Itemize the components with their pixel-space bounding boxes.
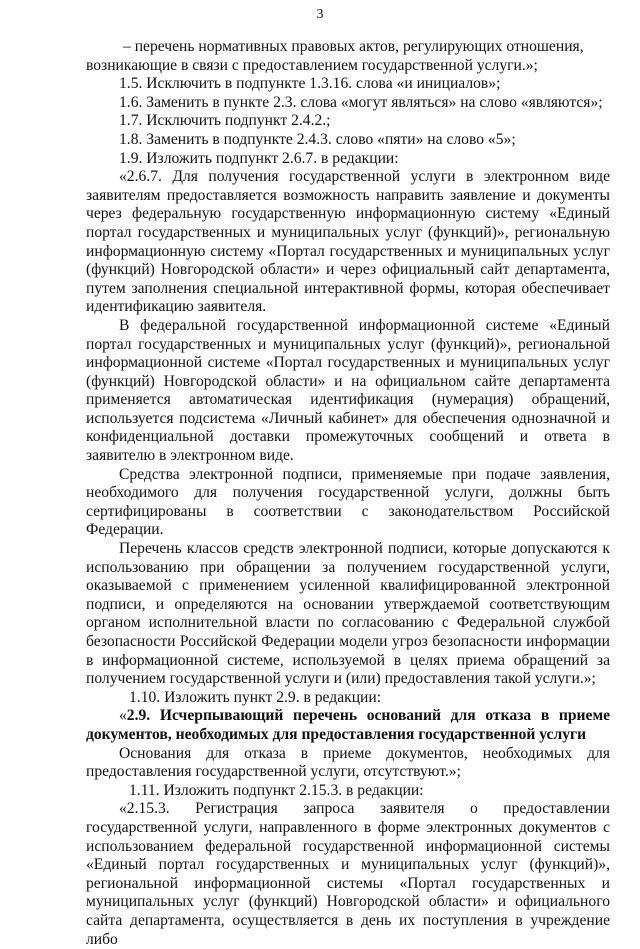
amendment-1-11: 1.11. Изложить подпункт 2.15.3. в редакции:	[129, 781, 424, 799]
paragraph-2-15-3: «2.15.3. Регистрация запроса заявителя о предоставлении государственной услуги, направленного в форме электронных документов с использованием федеральной государственной информационной системы «Единый портал государственных и муниципальных услуг (функций)», региональной информационной системы «Портал государственных и муниципальных услуг (функций) Новгородской области» и официального сайта департамента, осуществляется в день их поступления в учреждение либо	[86, 800, 610, 948]
paragraph-2-6-7: «2.6.7. Для получения государственной услуги в электронном виде заявителям предоставляется возможность направить заявление и документы через федеральную государственную информационную систему «Единый портал государственных и муниципальных услуг (функций)», региональную информационную систему «Портал государственных и муниципальных услуг (функций) Новгородской области» и через официальный сайт департамента, путем заполнения специальной интерактивной формы, которая обеспечивает идентификацию заявителя.	[86, 168, 610, 316]
amendment-1-6: 1.6. Заменить в пункте 2.3. слова «могут являться» на слово «являются»;	[119, 93, 603, 111]
list-item-dash: – перечень нормативных правовых актов, регулирующих отношения,	[123, 38, 584, 55]
amendment-1-10: 1.10. Изложить пункт 2.9. в редакции:	[129, 688, 382, 706]
amendment-1-7: 1.7. Исключить подпункт 2.4.2.;	[119, 112, 331, 130]
document-body	[86, 38, 610, 949]
paragraph: В федеральной государственной информационной системе «Единый портал государственных и муниципальных услуг (функций)», региональной информационной системе «Портал государственных и муниципальных услуг (функций) Новгородской области» и на официальном сайте департамента применяется автоматическая идентификация (нумерация) обращений, используется подсистема «Личный кабинет» для обеспечения однозначной и конфиденциальной доставки промежуточных сообщений и ответа в заявителю в электронном виде.	[86, 316, 610, 465]
amendment-1-8: 1.8. Заменить в подпункте 2.4.3. слово «пяти» на слово «5»;	[119, 130, 516, 148]
heading-quote: «	[119, 707, 127, 725]
paragraph: Перечень классов средств электронной подписи, которые допускаются к использованию при обращении за получением государственной услуги, оказываемой с применением усиленной квалифицированной электронной подписи, и определяются на основании утверждаемой соответствующим органом исполнительной власти по согласованию с Федеральной службой безопасности Российской Федерации модели угроз безопасности информации в информационной системе, используемой в целях приема обращений за получением государственной услуги и (или) предоставления такой услуги.»;	[86, 540, 610, 688]
paragraph: Средства электронной подписи, применяемые при подаче заявления, необходимого для получения государственной услуги, должны быть сертифицированы в соответствии с законодательством Российской Федерации.	[86, 465, 610, 539]
section-heading-2-9	[86, 707, 610, 744]
amendment-1-5: 1.5. Исключить в подпункте 1.3.16. слова «и инициалов»;	[119, 75, 501, 93]
paragraph: Основания для отказа в приеме документов, необходимых для предоставления государственной услуги, отсутствуют.»;	[86, 744, 610, 781]
heading-text: 2.9. Исчерпывающий перечень оснований для отказа в приеме документов, необходимых для предоставления государственной услуги	[86, 707, 610, 743]
page-number: 3	[316, 7, 324, 22]
amendment-1-9: 1.9. Изложить подпункт 2.6.7. в редакции:	[119, 149, 399, 167]
paragraph: возникающие в связи с предоставлением государственной услуги.»;	[86, 56, 538, 74]
